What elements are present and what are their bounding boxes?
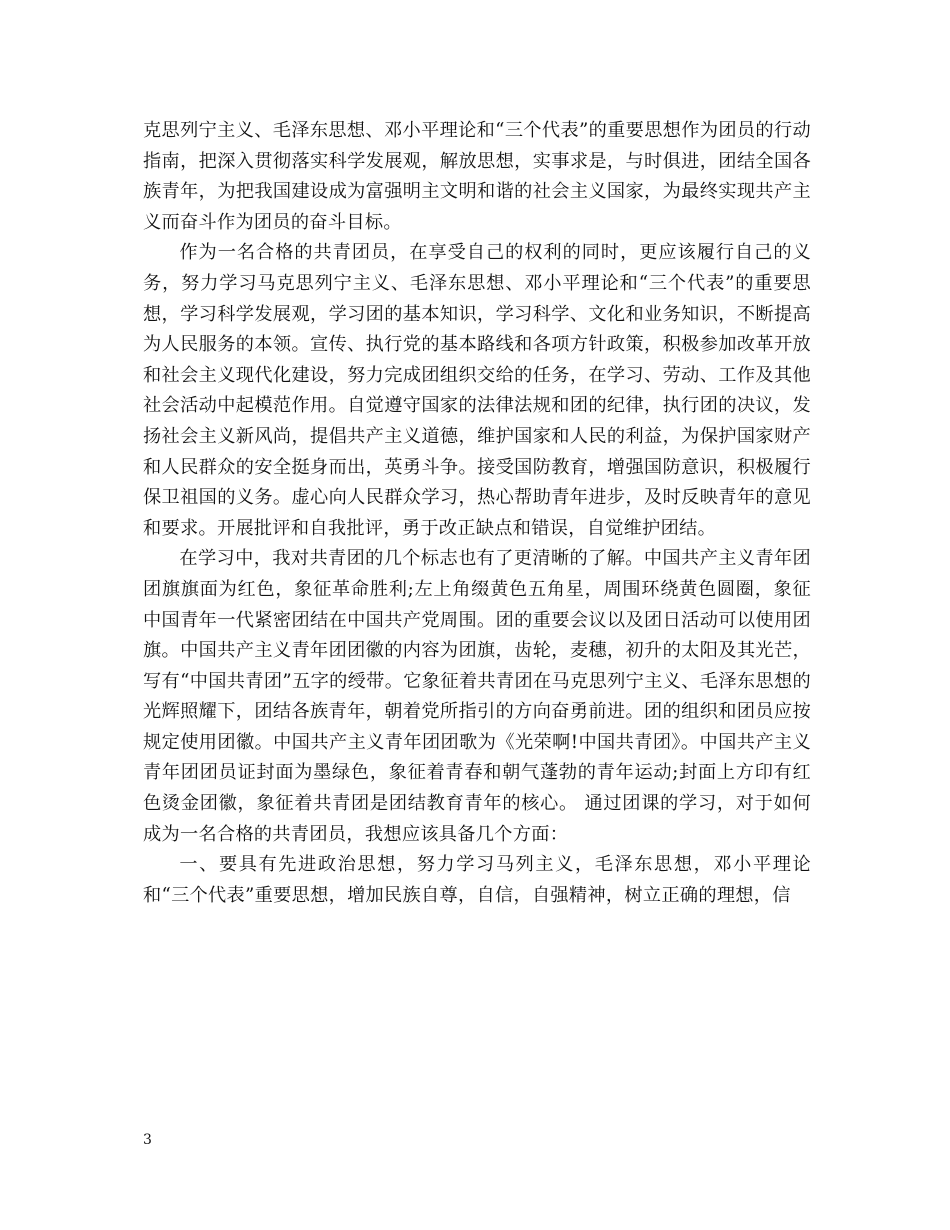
paragraph-4: 一、要具有先进政治思想，努力学习马列主义，毛泽东思想，邓小平理论和“三个代表”重要思想，增加民族自尊，自信，自强精神，树立正确的理想，信	[143, 854, 811, 906]
document-body	[143, 116, 811, 911]
paragraph-2: 作为一名合格的共青团员，在享受自己的权利的同时，更应该履行自己的义务，努力学习马克思列宁主义、毛泽东思想、邓小平理论和“三个代表”的重要思想，学习科学发展观，学习团的基本知识，学习科学、文化和业务知识，不断提高为人民服务的本领。宣传、执行党的基本路线和各项方针政策，积极参加改革开放和社会主义现代化建设，努力完成团组织交给的任务，在学习、劳动、工作及其他社会活动中起模范作用。自觉遵守国家的法律法规和团的纪律，执行团的决议，发扬社会主义新风尚，提倡共产主义道德，维护国家和人民的利益，为保护国家财产和人民群众的安全挺身而出，英勇斗争。接受国防教育，增强国防意识，积极履行保卫祖国的义务。虚心向人民群众学习，热心帮助青年进步，及时反映青年的意见和要求。开展批评和自我批评，勇于改正缺点和错误，自觉维护团结。	[143, 242, 811, 539]
paragraph-1: 克思列宁主义、毛泽东思想、邓小平理论和“三个代表”的重要思想作为团员的行动指南，把深入贯彻落实科学发展观，解放思想，实事求是，与时俱进，团结全国各族青年，为把我国建设成为富强明主文明和谐的社会主义国家，为最终实现共产主义而奋斗作为团员的奋斗目标。	[143, 120, 811, 233]
paragraph-3: 在学习中，我对共青团的几个标志也有了更清晰的了解。中国共产主义青年团团旗旗面为红色，象征革命胜利;左上角缀黄色五角星，周围环绕黄色圆圈，象征中国青年一代紧密团结在中国共产党周围。团的重要会议以及团日活动可以使用团旗。中国共产主义青年团团徽的内容为团旗，齿轮，麦穗，初升的太阳及其光芒，写有“中国共青团”五字的绶带。它象征着共青团在马克思列宁主义、毛泽东思想的光辉照耀下，团结各族青年，朝着党所指引的方向奋勇前进。团的组织和团员应按规定使用团徽。中国共产主义青年团团歌为《光荣啊!中国共青团》。中国共产主义青年团团员证封面为墨绿色，象征着青春和朝气蓬勃的青年运动;封面上方印有红色烫金团徽，象征着共青团是团结教育青年的核心。 通过团课的学习，对于如何成为一名合格的共青团员，我想应该具备几个方面：	[143, 548, 811, 845]
page-number: 3	[143, 1132, 152, 1148]
